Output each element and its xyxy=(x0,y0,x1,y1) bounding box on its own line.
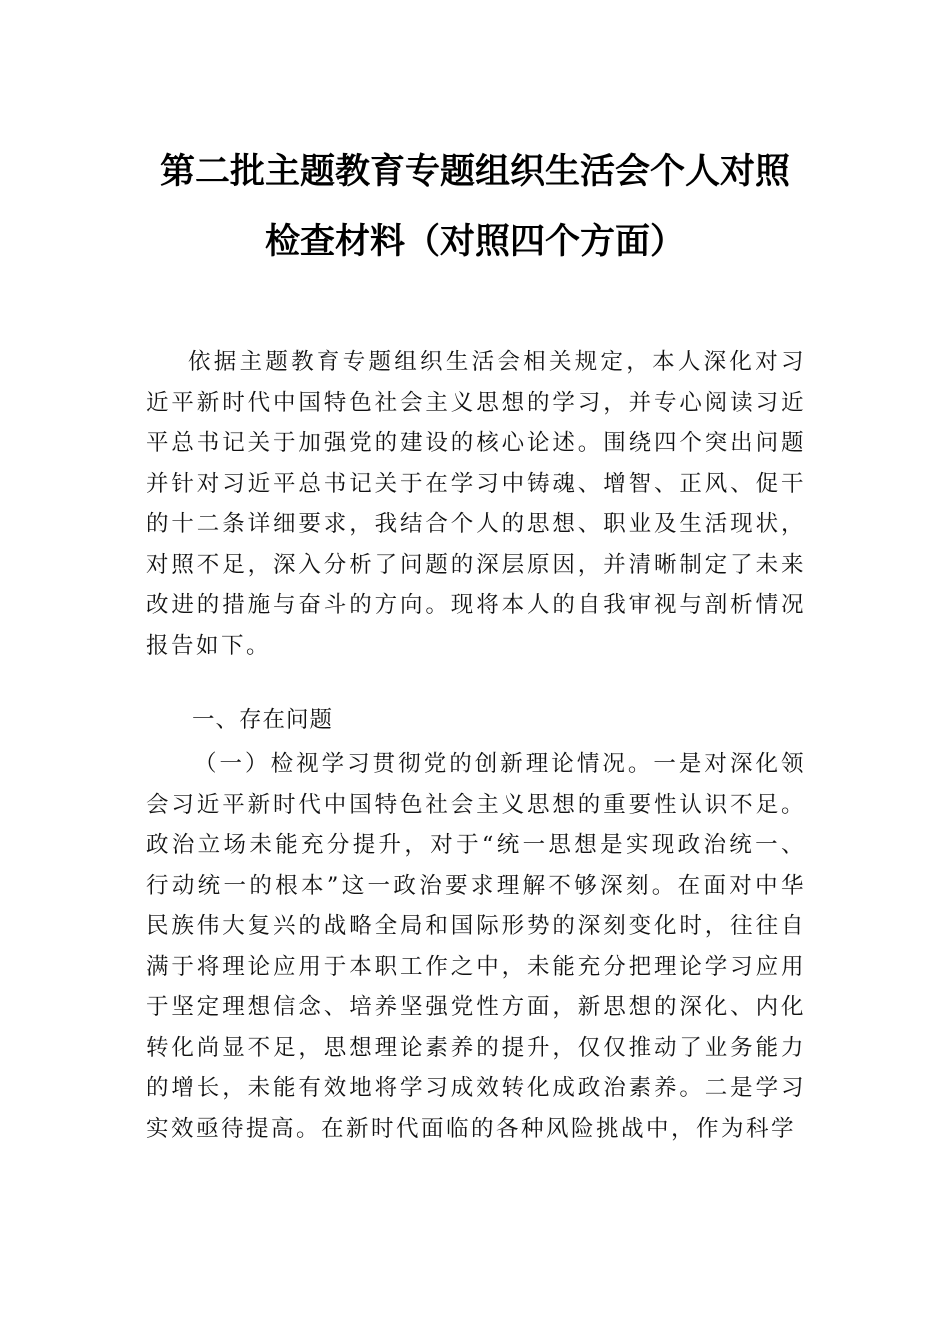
intro-paragraph: 依据主题教育专题组织生活会相关规定，本人深化对习近平新时代中国特色社会主义思想的学习，并专心阅读习近平总书记关于加强党的建设的核心论述。围绕四个突出问题并针对习近平总书记关于在学习中铸魂、增智、正风、促干的十二条详细要求，我结合个人的思想、职业及生活现状，对照不足，深入分析了问题的深层原因，并清晰制定了未来改进的措施与奋斗的方向。现将本人的自我审视与剖析情况报告如下。 xyxy=(146,349,806,659)
document-title-line-2: 检查材料（对照四个方面） xyxy=(264,221,685,262)
document-title-line-1: 第二批主题教育专题组织生活会个人对照 xyxy=(159,151,790,192)
section-heading: 一、存在问题 xyxy=(192,707,334,733)
section-paragraph: （一）检视学习贯彻党的创新理论情况。一是对深化领会习近平新时代中国特色社会主义思想的重要性认识不足。政治立场未能充分提升，对于“统一思想是实现政治统一、行动统一的根本”这一政治要求理解不够深刻。在面对中华民族伟大复兴的战略全局和国际形势的深刻变化时，往往自满于将理论应用于本职工作之中，未能充分把理论学习应用于坚定理想信念、培养坚强党性方面，新思想的深化、内化转化尚显不足，思想理论素养的提升，仅仅推动了业务能力的增长，未能有效地将学习成效转化成政治素养。二是学习实效亟待提高。在新时代面临的各种风险挑战中，作为科学 xyxy=(146,751,806,1142)
